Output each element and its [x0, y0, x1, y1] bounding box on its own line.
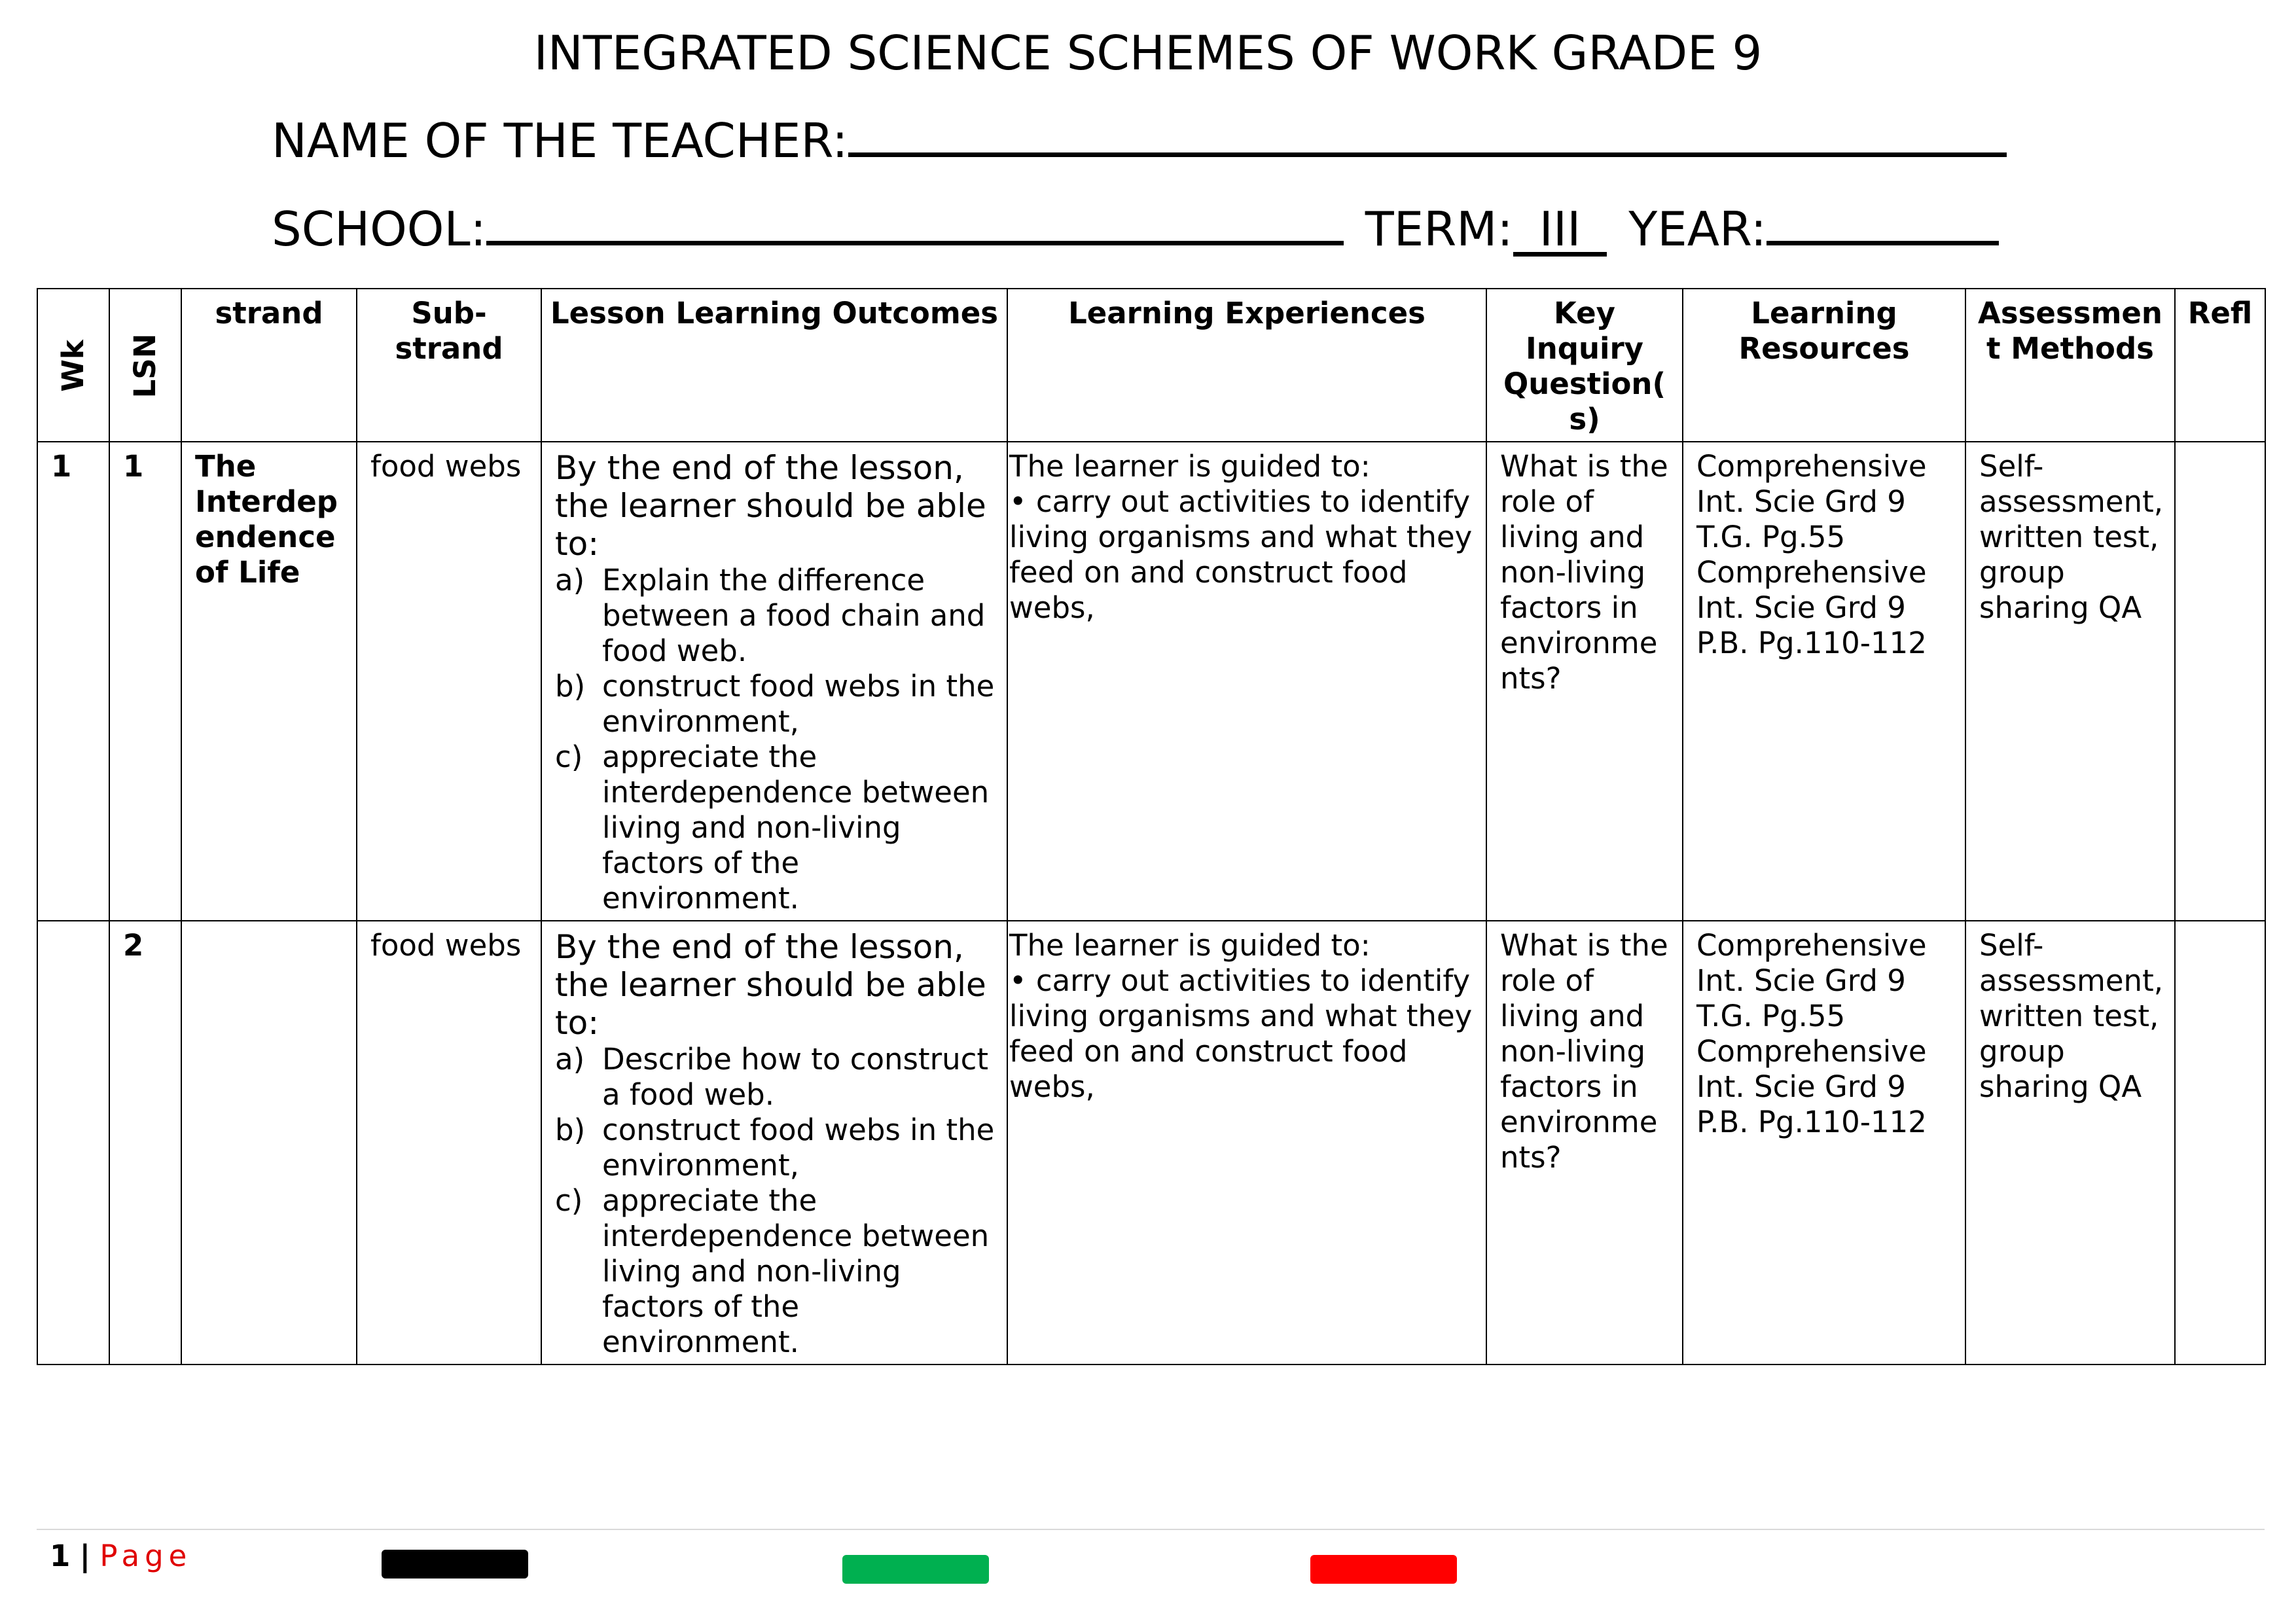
term-label: TERM:: [1365, 202, 1513, 257]
cell-sub-strand: food webs: [357, 442, 541, 921]
cell-assessment: Self-assessment, written test, group sharing QA: [1965, 921, 2175, 1364]
header-strand: strand: [181, 289, 357, 442]
red-bar: [1310, 1555, 1457, 1584]
header-outcomes: Lesson Learning Outcomes: [541, 289, 1007, 442]
experiences-text: • carry out activities to identify living organisms and what they feed on and construct food webs,: [1009, 484, 1473, 625]
header-wk: Wk: [37, 289, 109, 442]
header-refl: Refl: [2175, 289, 2265, 442]
cell-lsn: 2: [109, 921, 181, 1364]
header-experiences: Learning Experiences: [1007, 289, 1486, 442]
cell-resources: Comprehensive Int. Scie Grd 9 T.G. Pg.55 Comprehensive Int. Scie Grd 9 P.B. Pg.110-112: [1683, 442, 1965, 921]
schemes-table: [37, 288, 2266, 1365]
list-item: a) Describe how to construct a food web.: [555, 1042, 989, 1112]
cell-lsn: 1: [109, 442, 181, 921]
cell-experiences: [1007, 921, 1486, 1364]
cell-outcomes: [541, 921, 1007, 1364]
cell-resources: Comprehensive Int. Scie Grd 9 T.G. Pg.55 Comprehensive Int. Scie Grd 9 P.B. Pg.110-112: [1683, 921, 1965, 1364]
cell-strand: [181, 921, 357, 1364]
cell-strand: The Interdependence of Life: [181, 442, 357, 921]
table-header-row: [37, 289, 2265, 442]
footer-separator: |: [79, 1539, 91, 1573]
cell-refl: [2175, 921, 2265, 1364]
outcomes-intro: By the end of the lesson, the learner should be able to:: [555, 928, 986, 1042]
school-name-blank: [486, 202, 1344, 245]
page-footer: [50, 1538, 192, 1575]
experiences-intro: The learner is guided to:: [1009, 449, 1371, 484]
header-resources: Learning Resources: [1683, 289, 1965, 442]
teacher-name-blank: [848, 113, 2007, 157]
header-sub-strand: Sub-strand: [357, 289, 541, 442]
cell-experiences: [1007, 442, 1486, 921]
page-number: 1: [50, 1539, 71, 1573]
cell-outcomes: [541, 442, 1007, 921]
year-label: YEAR:: [1628, 202, 1767, 257]
list-item: b) construct food webs in the environment,: [555, 669, 995, 739]
cell-assessment: Self-assessment, written test, group sharing QA: [1965, 442, 2175, 921]
header-lsn: LSN: [109, 289, 181, 442]
header-assessment: Assessment Methods: [1965, 289, 2175, 442]
list-item: c) appreciate the interdependence between living and non-living factors of the environment.: [555, 740, 990, 916]
teacher-line: [272, 111, 2007, 170]
list-item: a) Explain the difference between a food chain and food web.: [555, 563, 986, 668]
table-row: [37, 442, 2265, 921]
year-blank: [1767, 202, 1999, 245]
school-term-year-line: [272, 200, 1999, 259]
cell-wk: 1: [37, 442, 109, 921]
page-title: INTEGRATED SCIENCE SCHEMES OF WORK GRADE 9: [533, 26, 1763, 80]
black-bar: [382, 1550, 528, 1578]
cell-sub-strand: food webs: [357, 921, 541, 1364]
cell-inquiry: What is the role of living and non-living factors in environments?: [1486, 442, 1683, 921]
term-value: III: [1513, 206, 1607, 257]
cell-refl: [2175, 442, 2265, 921]
table-row: [37, 921, 2265, 1364]
cell-wk: [37, 921, 109, 1364]
footer-divider: [37, 1529, 2265, 1530]
header-inquiry: Key Inquiry Question(s): [1486, 289, 1683, 442]
page-word: Page: [99, 1539, 192, 1573]
outcomes-intro: By the end of the lesson, the learner should be able to:: [555, 449, 986, 563]
experiences-intro: The learner is guided to:: [1009, 928, 1371, 963]
outcomes-list: [555, 563, 999, 916]
experiences-text: • carry out activities to identify living organisms and what they feed on and construct food webs,: [1009, 963, 1473, 1104]
list-item: b) construct food webs in the environment,: [555, 1113, 995, 1183]
school-label: SCHOOL:: [272, 202, 486, 257]
list-item: c) appreciate the interdependence between living and non-living factors of the environment.: [555, 1183, 990, 1359]
cell-inquiry: What is the role of living and non-living factors in environments?: [1486, 921, 1683, 1364]
teacher-label: NAME OF THE TEACHER:: [272, 113, 848, 168]
green-bar: [842, 1555, 989, 1584]
outcomes-list: [555, 1042, 999, 1360]
